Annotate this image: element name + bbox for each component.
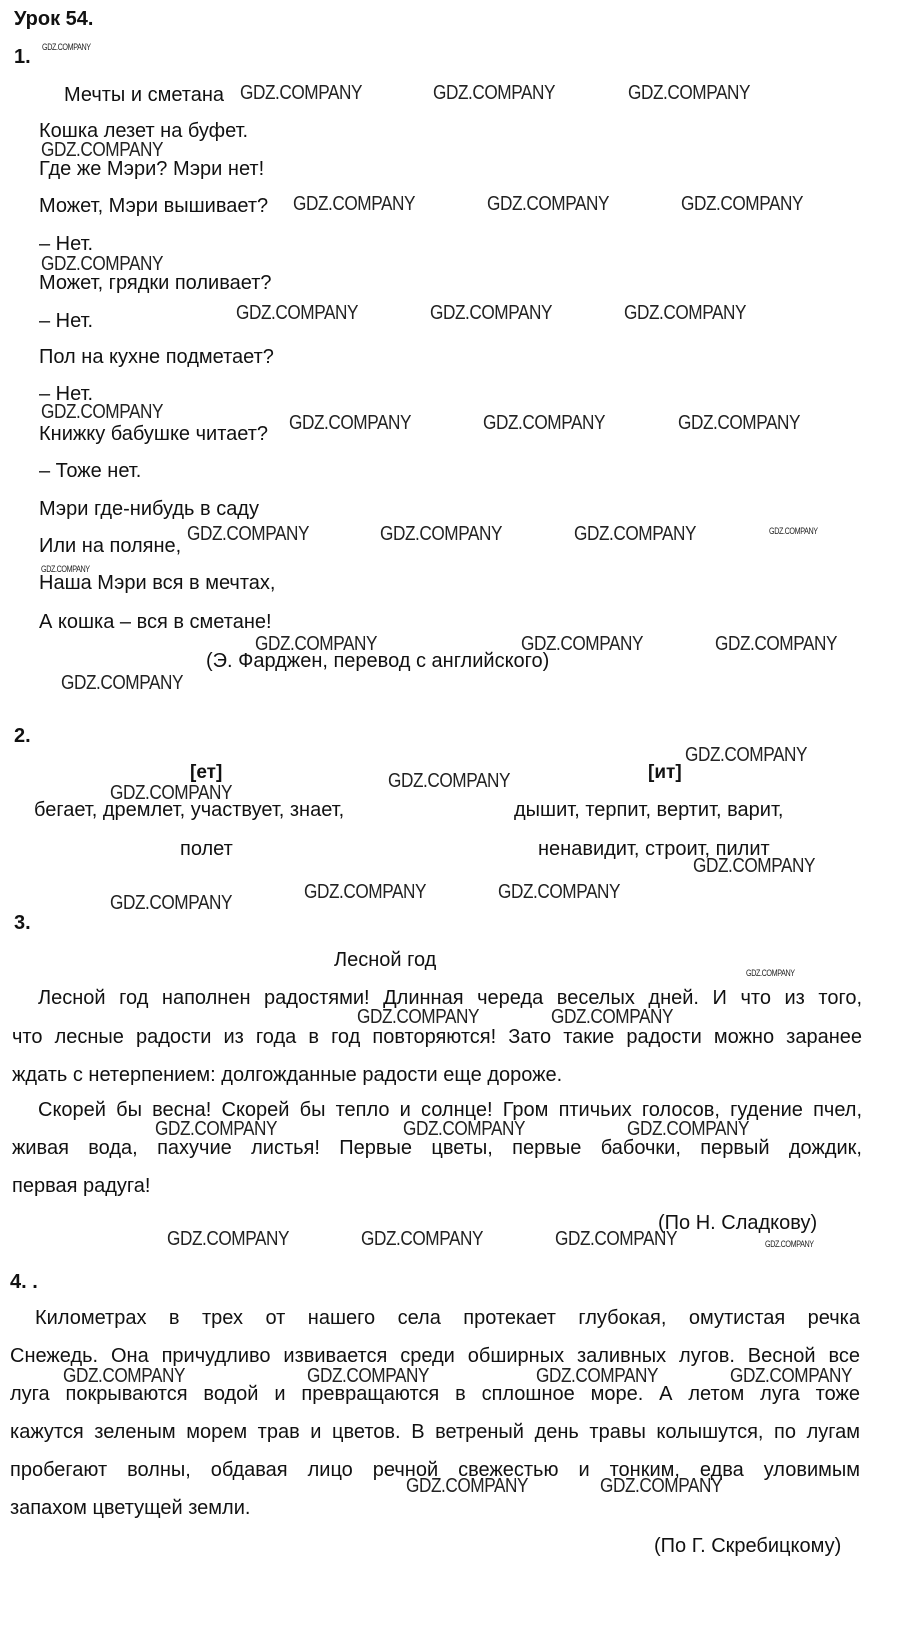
ending-et-header: [ет] (190, 762, 223, 783)
text-author-2: (По Г. Скребицкому) (654, 1535, 842, 1557)
task-3-number: 3. (14, 912, 31, 934)
poem-line: – Нет. (39, 310, 94, 332)
watermark: GDZ.COMPANY (769, 526, 818, 536)
watermark: GDZ.COMPANY (167, 1228, 290, 1250)
poem-line: Где же Мэри? Мэри нет! (39, 158, 265, 180)
text-line: ждать с нетерпением: долгожданные радости еще дороже. (12, 1064, 563, 1086)
watermark: GDZ.COMPANY (187, 523, 310, 545)
watermark: GDZ.COMPANY (433, 82, 556, 104)
it-verbs-line-2: ненавидит, строит, пилит (538, 838, 770, 860)
text-line: Скорей бы весна! Скорей бы тепло и солнце! Гром птичьих голосов, гудение пчел, (38, 1099, 862, 1121)
poem-title: Мечты и сметана (64, 84, 225, 106)
watermark: GDZ.COMPANY (255, 633, 378, 655)
task-4-number: 4. . (10, 1271, 38, 1293)
watermark: GDZ.COMPANY (61, 672, 184, 694)
text-line: луга покрываются водой и превращаются в сплошное море. А летом луга тоже (10, 1383, 860, 1405)
text-line: запахом цветущей земли. (10, 1497, 251, 1519)
watermark: GDZ.COMPANY (487, 193, 610, 215)
watermark: GDZ.COMPANY (361, 1228, 484, 1250)
text-line: кажутся зеленым морем трав и цветов. В ветреный день травы колышутся, по лугам (10, 1421, 860, 1443)
poem-line: – Нет. (39, 233, 94, 255)
poem-line: А кошка – вся в сметане! (39, 611, 272, 633)
et-verbs-line-2: полет (180, 838, 233, 860)
watermark: GDZ.COMPANY (155, 1118, 278, 1140)
watermark: GDZ.COMPANY (555, 1228, 678, 1250)
text-line: Километрах в трех от нашего села протекает глубокая, омутистая речка (35, 1307, 860, 1329)
poem-line: Мэри где-нибудь в саду (39, 498, 259, 520)
watermark: GDZ.COMPANY (765, 1239, 814, 1249)
watermark: GDZ.COMPANY (41, 253, 164, 275)
watermark: GDZ.COMPANY (574, 523, 697, 545)
it-verbs-line-1: дышит, терпит, вертит, варит, (514, 799, 784, 821)
poem-line: Или на поляне, (39, 535, 182, 557)
watermark: GDZ.COMPANY (681, 193, 804, 215)
watermark: GDZ.COMPANY (63, 1365, 186, 1387)
watermark: GDZ.COMPANY (406, 1475, 529, 1497)
watermark: GDZ.COMPANY (685, 744, 808, 766)
poem-line: – Нет. (39, 383, 94, 405)
ending-it-header: [ит] (648, 762, 682, 783)
poem-line: Пол на кухне подметает? (39, 346, 274, 368)
watermark: GDZ.COMPANY (600, 1475, 723, 1497)
paragraph-2 (12, 1091, 862, 1205)
watermark: GDZ.COMPANY (42, 42, 91, 52)
watermark: GDZ.COMPANY (41, 564, 90, 574)
watermark: GDZ.COMPANY (240, 82, 363, 104)
text-line: живая вода, пахучие листья! Первые цветы, первые бабочки, первый дождик, (12, 1137, 862, 1159)
poem-line: Кошка лезет на буфет. (39, 120, 249, 142)
paragraph-1 (12, 978, 862, 1094)
watermark: GDZ.COMPANY (403, 1118, 526, 1140)
text-title: Лесной год (334, 949, 437, 971)
watermark: GDZ.COMPANY (357, 1006, 480, 1028)
watermark: GDZ.COMPANY (536, 1365, 659, 1387)
text-author: (По Н. Сладкову) (658, 1212, 818, 1234)
text-line: пробегают волны, обдавая лицо речной свежестью и тонким, едва уловимым (10, 1459, 860, 1481)
lesson-title: Урок 54. (14, 8, 94, 30)
watermark: GDZ.COMPANY (236, 302, 359, 324)
watermark: GDZ.COMPANY (307, 1365, 430, 1387)
watermark: GDZ.COMPANY (678, 412, 801, 434)
task-2-number: 2. (14, 725, 31, 747)
watermark: GDZ.COMPANY (715, 633, 838, 655)
poem-line: – Тоже нет. (39, 460, 142, 482)
watermark: GDZ.COMPANY (293, 193, 416, 215)
watermark: GDZ.COMPANY (289, 412, 412, 434)
watermark: GDZ.COMPANY (521, 633, 644, 655)
poem-line: Может, грядки поливает? (39, 272, 272, 294)
text-line: первая радуга! (12, 1175, 151, 1197)
poem-line: Наша Мэри вся в мечтах, (39, 572, 276, 594)
watermark: GDZ.COMPANY (693, 855, 816, 877)
text-line: Лесной год наполнен радостями! Длинная череда веселых дней. И что из того, (38, 987, 862, 1009)
watermark: GDZ.COMPANY (41, 139, 164, 161)
watermark: GDZ.COMPANY (110, 782, 233, 804)
watermark: GDZ.COMPANY (627, 1118, 750, 1140)
watermark: GDZ.COMPANY (41, 401, 164, 423)
watermark: GDZ.COMPANY (430, 302, 553, 324)
watermark: GDZ.COMPANY (304, 881, 427, 903)
watermark: GDZ.COMPANY (730, 1365, 853, 1387)
poem-author: (Э. Фарджен, перевод с английского) (206, 650, 550, 672)
watermark: GDZ.COMPANY (388, 770, 511, 792)
watermark: GDZ.COMPANY (483, 412, 606, 434)
watermark: GDZ.COMPANY (624, 302, 747, 324)
text-line: что лесные радости из года в год повторяются! Зато такие радости можно заранее (12, 1026, 862, 1048)
watermark: GDZ.COMPANY (628, 82, 751, 104)
watermark: GDZ.COMPANY (380, 523, 503, 545)
poem-line: Может, Мэри вышивает? (39, 195, 269, 217)
watermark: GDZ.COMPANY (110, 892, 233, 914)
task-1-number: 1. (14, 46, 31, 68)
text-line: Снежедь. Она причудливо извивается среди обширных заливных лугов. Весной все (10, 1345, 860, 1367)
et-verbs-line-1: бегает, дремлет, участвует, знает, (34, 799, 345, 821)
watermark: GDZ.COMPANY (746, 968, 795, 978)
watermark: GDZ.COMPANY (498, 881, 621, 903)
watermark: GDZ.COMPANY (551, 1006, 674, 1028)
poem-line: Книжку бабушке читает? (39, 423, 269, 445)
